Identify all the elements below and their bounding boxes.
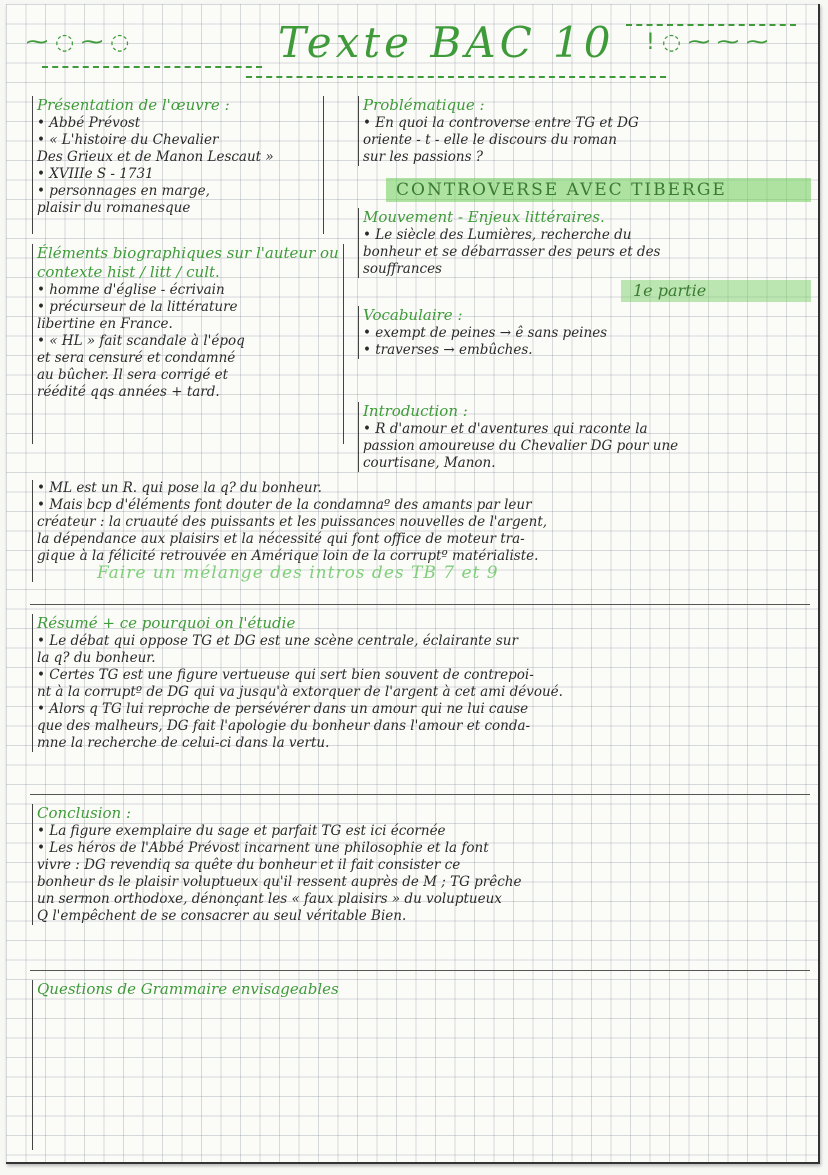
problematique-line: sur les passions ?: [363, 149, 484, 165]
biographie-heading: Éléments biographiques sur l'auteur ou contexte hist / litt / cult.: [37, 244, 339, 281]
problematique-line: • En quoi la controverse entre TG et DG: [363, 115, 639, 131]
biographie-line: et sera censuré et condamné: [37, 350, 236, 366]
analyse-line: la dépendance aux plaisirs et la nécessité qui font office de moteur tra-: [37, 531, 525, 547]
biographie-line: au bûcher. Il sera corrigé et: [37, 367, 229, 383]
problematique-heading: Problématique :: [363, 96, 485, 114]
page-title: Texte BAC 10: [278, 18, 615, 67]
biographie-line: • « HL » fait scandale à l'époq: [37, 333, 245, 349]
biographie-line: libertine en France.: [37, 316, 173, 332]
vocabulaire-line: • exempt de peines → ê sans peines: [363, 325, 608, 341]
partie-label: 1e partie: [621, 280, 811, 302]
title-dash-left: [42, 66, 262, 68]
problematique-line: oriente - t - elle le discours du roman: [363, 132, 617, 148]
resume-heading: Résumé + ce pourquoi on l'étudie: [37, 614, 296, 632]
presentation-line: Des Grieux et de Manon Lescaut »: [37, 149, 274, 165]
section-divider: [30, 604, 810, 605]
analyse-line: • ML est un R. qui pose la q? du bonheur.: [37, 480, 322, 496]
analyse-section: [32, 480, 815, 582]
presentation-line: • XVIIIe S - 1731: [37, 166, 154, 182]
resume-line: • Le débat qui oppose TG et DG est une scène centrale, éclairante sur: [37, 633, 518, 649]
problematique-section: [358, 96, 813, 166]
resume-line: nt à la corruptº de DG qui va jusqu'à extorquer de l'argent à cet ami dévoué.: [37, 684, 563, 700]
introduction-line: courtisane, Manon.: [363, 455, 496, 471]
conclusion-line: vivre : DG revendiq sa quête du bonheur et il fait consister ce: [37, 857, 461, 873]
resume-line: que des malheurs, DG fait l'apologie du bonheur dans l'amour et conda-: [37, 718, 531, 734]
analyse-line: • Mais bcp d'éléments font douter de la condamnaº des amants par leur: [37, 497, 532, 513]
section-divider: [30, 970, 810, 971]
grammaire-heading: Questions de Grammaire envisageables: [37, 980, 339, 998]
title-dash-right: [626, 24, 796, 26]
biographie-line: • homme d'église - écrivain: [37, 282, 225, 298]
resume-line: mne la recherche de celui-ci dans la vertu.: [37, 735, 330, 751]
mouvement-line: souffrances: [363, 261, 442, 277]
conclusion-line: bonheur ds le plaisir voluptueux qu'il ressent auprès de M ; TG prêche: [37, 874, 522, 890]
presentation-line: plaisir du romanesque: [37, 200, 191, 216]
vocabulaire-heading: Vocabulaire :: [363, 306, 463, 324]
conclusion-line: • La figure exemplaire du sage et parfait TG est ici écornée: [37, 823, 446, 839]
vocabulaire-line: • traverses → embûches.: [363, 342, 533, 358]
conclusion-section: [32, 804, 815, 925]
mouvement-section: [358, 208, 818, 278]
vocabulaire-section: [358, 306, 813, 359]
biographie-line: réédité qqs années + tard.: [37, 384, 220, 400]
presentation-line: • « L'histoire du Chevalier: [37, 132, 219, 148]
introduction-line: passion amoureuse du Chevalier DG pour une: [363, 438, 679, 454]
mouvement-line: • Le siècle des Lumières, recherche du: [363, 227, 632, 243]
mouvement-heading: Mouvement - Enjeux littéraires.: [363, 208, 605, 226]
presentation-section: [32, 96, 324, 234]
mouvement-line: bonheur et se débarrasser des peurs et des: [363, 244, 661, 260]
presentation-line: • personnages en marge,: [37, 183, 210, 199]
biographie-section: [32, 244, 344, 444]
resume-line: • Alors q TG lui reproche de persévérer dans un amour qui ne lui cause: [37, 701, 529, 717]
introduction-section: [358, 402, 815, 472]
resume-line: la q? du bonheur.: [37, 650, 156, 666]
notebook-page: [6, 4, 820, 1164]
analyse-line: créateur : la cruauté des puissants et les puissances nouvelles de l'argent,: [37, 514, 548, 530]
resume-section: [32, 614, 815, 752]
presentation-line: • Abbé Prévost: [37, 115, 141, 131]
swirl-decoration-right: ! ◌ ⁓ ⁓ ⁓: [646, 30, 768, 55]
grammaire-section: [32, 980, 815, 1150]
swirl-decoration-left: ⁓ ◌ ⁓ ◌: [26, 30, 130, 55]
section-divider: [30, 794, 810, 795]
biographie-line: • précurseur de la littérature: [37, 299, 238, 315]
conclusion-line: un sermon orthodoxe, dénonçant les « faux plaisirs » du voluptueux: [37, 891, 502, 907]
title-dash-under: [246, 76, 666, 78]
conclusion-heading: Conclusion :: [37, 804, 132, 822]
introduction-heading: Introduction :: [363, 402, 468, 420]
presentation-heading: Présentation de l'œuvre :: [37, 96, 230, 114]
conclusion-line: Q l'empêchent de se consacrer au seul véritable Bien.: [37, 908, 407, 924]
resume-line: • Certes TG est une figure vertueuse qui sert bien souvent de contrepoi-: [37, 667, 534, 683]
faint-note: Faire un mélange des intros des TB 7 et 9: [97, 563, 499, 583]
controverse-banner: CONTROVERSE AVEC TIBERGE: [386, 178, 811, 202]
analyse-line: gique à la félicité retrouvée en Amérique loin de la corruptº matérialiste.: [37, 548, 539, 564]
conclusion-line: • Les héros de l'Abbé Prévost incarnent une philosophie et la font: [37, 840, 489, 856]
introduction-line: • R d'amour et d'aventures qui raconte la: [363, 421, 648, 437]
